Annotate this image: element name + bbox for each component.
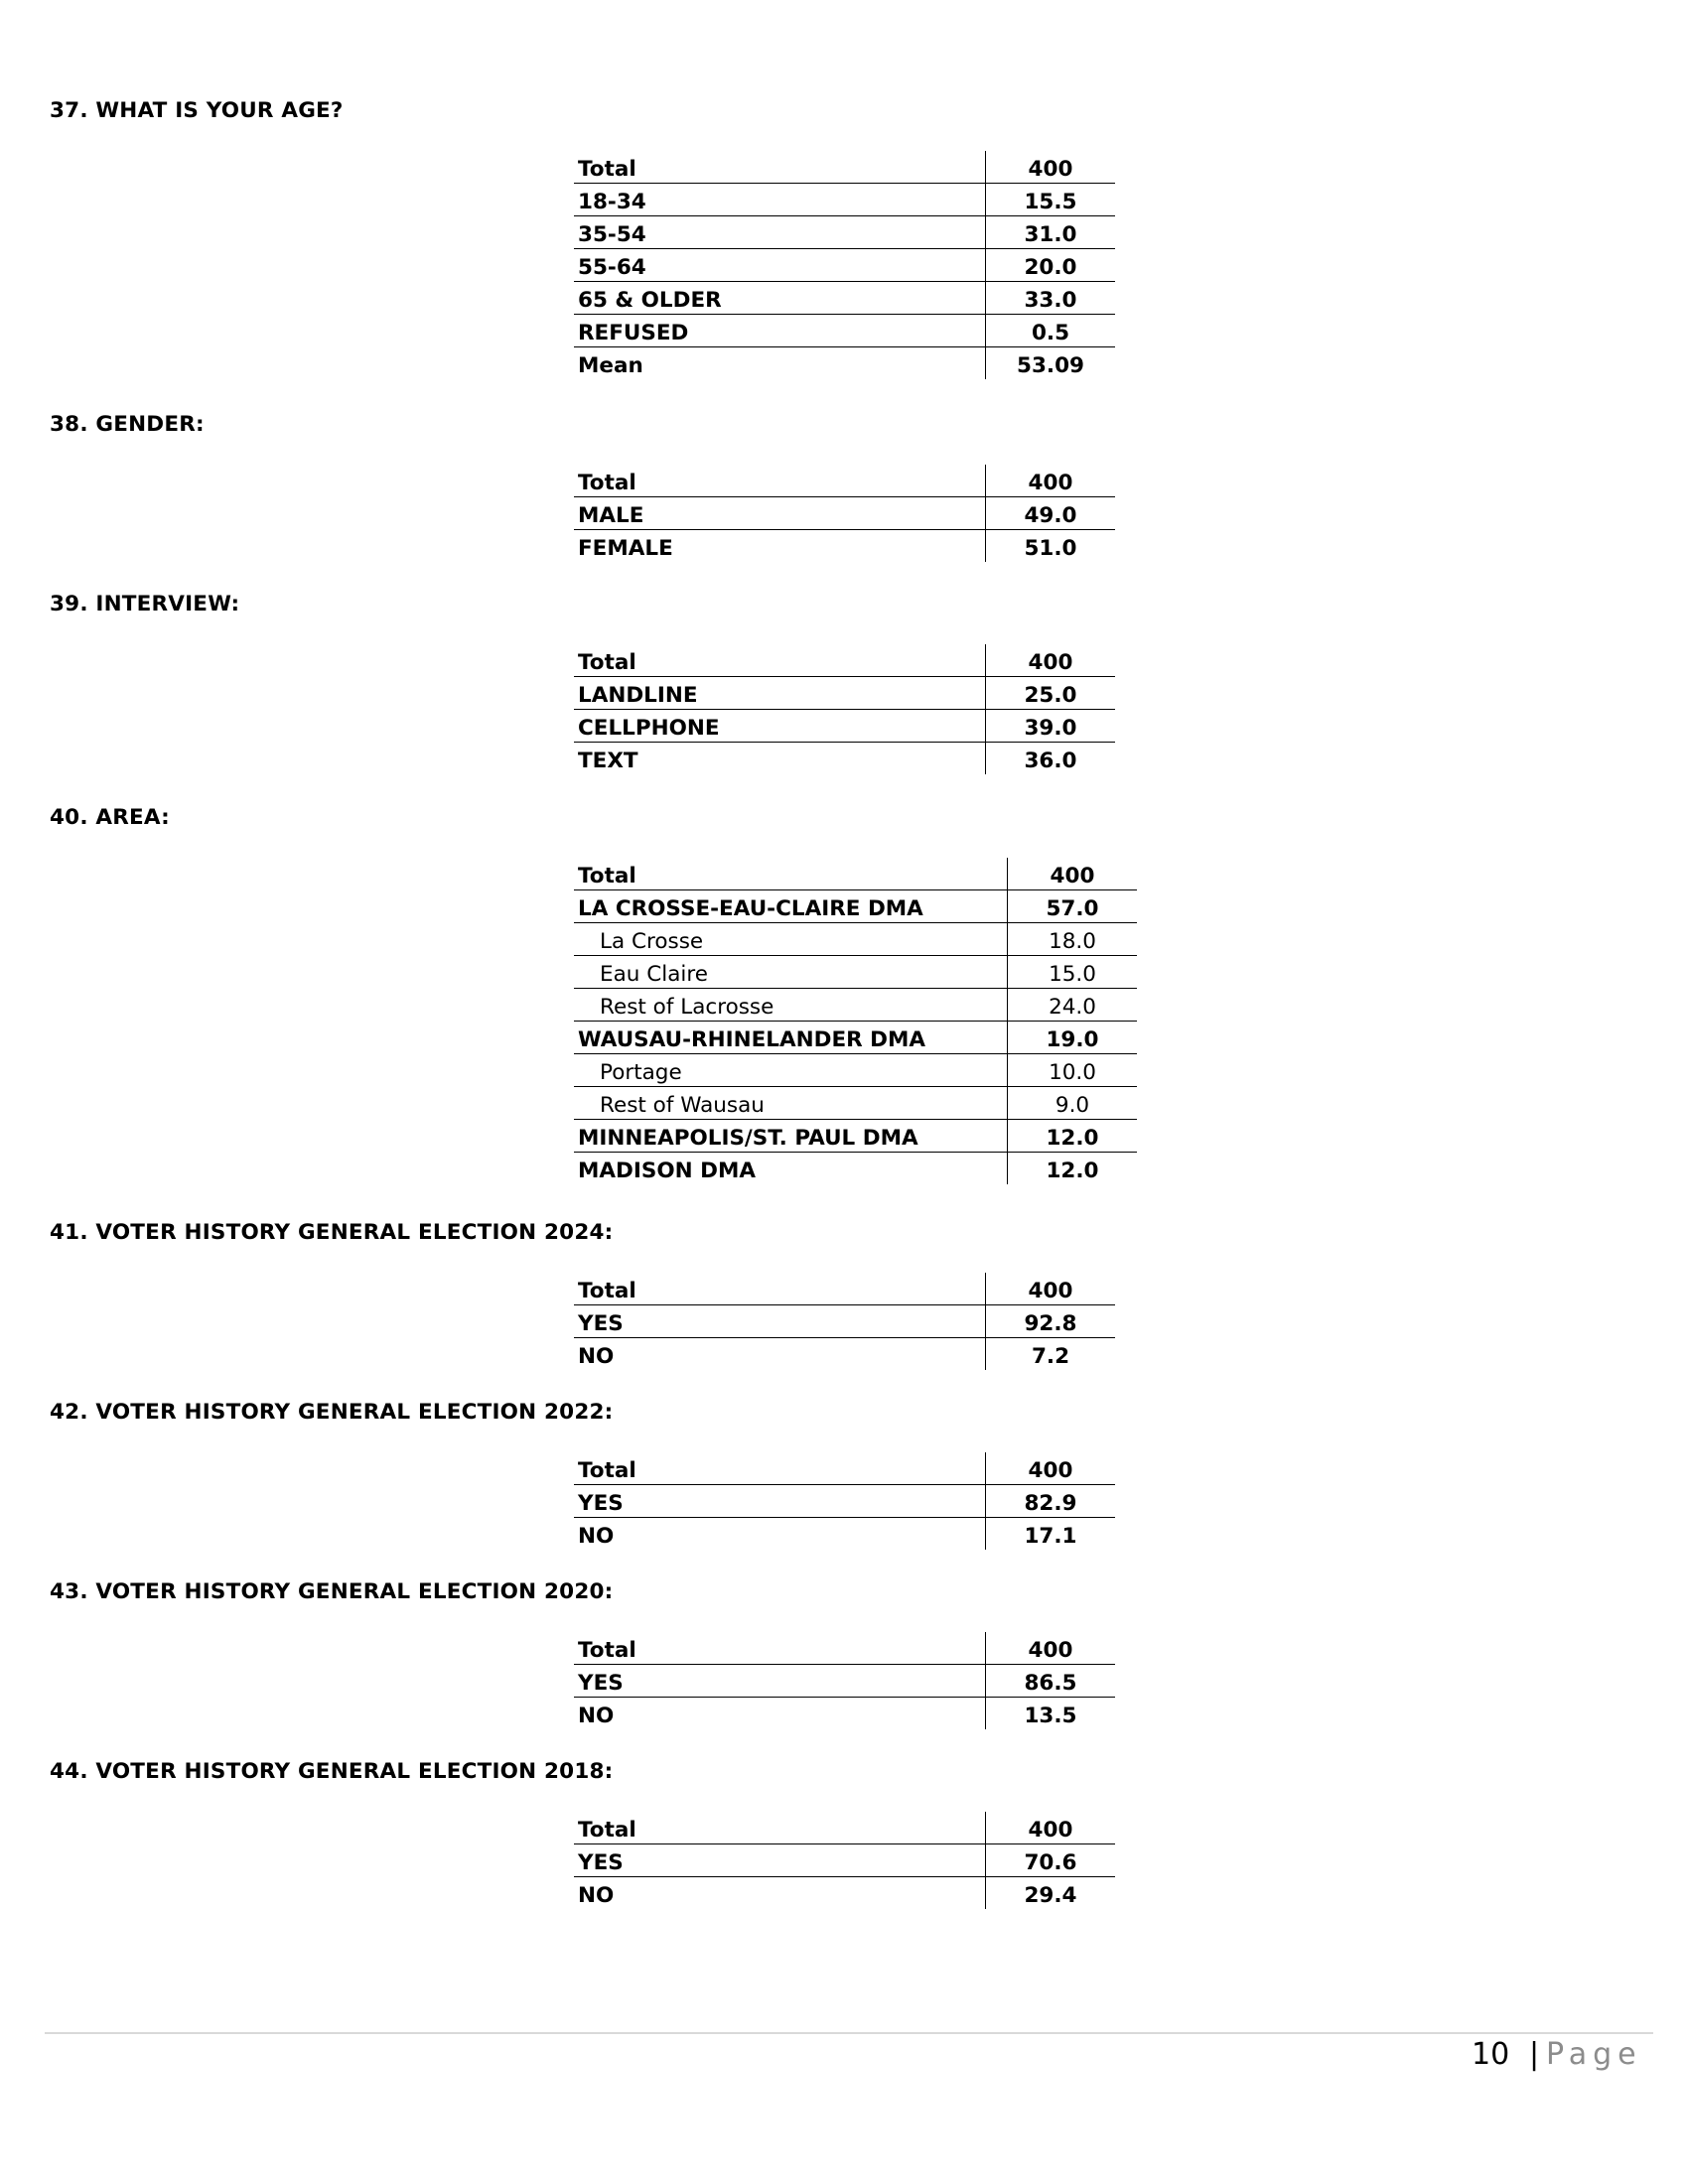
row-value: 400	[986, 644, 1116, 677]
table-row	[574, 956, 1137, 989]
row-label: Total	[574, 1452, 986, 1485]
table-row	[574, 677, 1115, 710]
table-row	[574, 1665, 1115, 1698]
page-separator: |	[1529, 2037, 1540, 2072]
row-label: Rest of Lacrosse	[574, 989, 1008, 1022]
row-value: 17.1	[986, 1518, 1116, 1551]
crosstab-table	[574, 644, 1115, 774]
table-row	[574, 1698, 1115, 1730]
table-row	[574, 347, 1115, 380]
table-row	[574, 1153, 1137, 1185]
question-title: 41. VOTER HISTORY GENERAL ELECTION 2024:	[50, 1220, 614, 1245]
table-row	[574, 743, 1115, 775]
question-title: 44. VOTER HISTORY GENERAL ELECTION 2018:	[50, 1759, 614, 1784]
crosstab-table	[574, 1812, 1115, 1909]
table-row	[574, 1022, 1137, 1054]
question-title: 42. VOTER HISTORY GENERAL ELECTION 2022:	[50, 1400, 614, 1425]
table-row	[574, 1305, 1115, 1338]
question-title: 40. AREA:	[50, 805, 170, 830]
row-label: REFUSED	[574, 315, 986, 347]
footer-divider	[45, 2032, 1653, 2034]
row-label: Eau Claire	[574, 956, 1008, 989]
row-value: 33.0	[986, 282, 1116, 315]
row-label: NO	[578, 1704, 615, 1728]
table-row	[574, 1877, 1115, 1910]
table-row	[574, 151, 1115, 184]
row-value: 7.2	[986, 1338, 1116, 1371]
row-value: 51.0	[986, 530, 1116, 563]
crosstab-table	[574, 1273, 1115, 1370]
row-label: 65 & OLDER	[574, 282, 986, 315]
crosstab-table	[574, 1452, 1115, 1550]
table-row	[574, 1485, 1115, 1518]
table-row	[574, 465, 1115, 497]
row-label: Rest of Wausau	[574, 1087, 1008, 1120]
table-row	[574, 249, 1115, 282]
crosstab-table	[574, 1632, 1115, 1729]
crosstab-table	[574, 858, 1137, 1184]
row-value: 13.5	[986, 1698, 1116, 1730]
table-row	[574, 1087, 1137, 1120]
table-row	[574, 1120, 1137, 1153]
row-value: 49.0	[986, 497, 1116, 530]
table-row	[574, 1632, 1115, 1665]
row-label: TEXT	[578, 749, 638, 773]
row-value: 400	[986, 151, 1116, 184]
row-value: 18.0	[1008, 923, 1138, 956]
question-title: 39. INTERVIEW:	[50, 592, 240, 616]
row-value: 400	[986, 1632, 1116, 1665]
row-value: 31.0	[986, 216, 1116, 249]
row-label: Total	[574, 151, 986, 184]
table-row	[574, 1812, 1115, 1844]
row-label: 35-54	[574, 216, 986, 249]
question-title: 37. WHAT IS YOUR AGE?	[50, 98, 344, 123]
row-value: 39.0	[986, 710, 1116, 743]
page-number: 10	[1472, 2037, 1510, 2072]
table-row	[574, 184, 1115, 216]
row-label: YES	[574, 1665, 986, 1698]
table-row	[574, 1338, 1115, 1371]
question-title: 43. VOTER HISTORY GENERAL ELECTION 2020:	[50, 1579, 614, 1604]
table-row	[574, 1844, 1115, 1877]
row-label: YES	[574, 1485, 986, 1518]
row-value: 92.8	[986, 1305, 1116, 1338]
row-value: 9.0	[1008, 1087, 1138, 1120]
row-label: MADISON DMA	[578, 1159, 757, 1183]
row-label: NO	[578, 1883, 615, 1908]
row-value: 400	[986, 1273, 1116, 1305]
row-value: 400	[986, 1812, 1116, 1844]
row-value: 36.0	[986, 743, 1116, 775]
table-row	[574, 282, 1115, 315]
table-row	[574, 989, 1137, 1022]
table-row	[574, 315, 1115, 347]
row-value: 70.6	[986, 1844, 1116, 1877]
row-label: MINNEAPOLIS/ST. PAUL DMA	[574, 1120, 1008, 1153]
table-row	[574, 858, 1137, 890]
table-row	[574, 497, 1115, 530]
page-label: Page	[1546, 2037, 1642, 2072]
table-row	[574, 923, 1137, 956]
row-label: FEMALE	[578, 536, 673, 561]
row-label: YES	[574, 1844, 986, 1877]
row-value: 86.5	[986, 1665, 1116, 1698]
crosstab-table	[574, 151, 1115, 379]
row-value: 10.0	[1008, 1054, 1138, 1087]
row-value: 20.0	[986, 249, 1116, 282]
row-label: Total	[574, 1812, 986, 1844]
row-label: YES	[574, 1305, 986, 1338]
row-label: La Crosse	[574, 923, 1008, 956]
row-label: Portage	[574, 1054, 1008, 1087]
row-value: 15.0	[1008, 956, 1138, 989]
row-value: 400	[986, 465, 1116, 497]
row-label: 55-64	[574, 249, 986, 282]
row-value: 24.0	[1008, 989, 1138, 1022]
table-row	[574, 1452, 1115, 1485]
table-row	[574, 216, 1115, 249]
row-value: 400	[1008, 858, 1138, 890]
table-row	[574, 1518, 1115, 1551]
row-label: NO	[578, 1524, 615, 1549]
table-row	[574, 644, 1115, 677]
row-label: NO	[578, 1344, 615, 1369]
table-row	[574, 530, 1115, 563]
row-value: 82.9	[986, 1485, 1116, 1518]
row-value: 25.0	[986, 677, 1116, 710]
row-label: CELLPHONE	[574, 710, 986, 743]
row-value: 53.09	[986, 347, 1116, 380]
row-label: 18-34	[574, 184, 986, 216]
row-label: WAUSAU-RHINELANDER DMA	[574, 1022, 1008, 1054]
row-value: 12.0	[1008, 1153, 1138, 1185]
row-value: 12.0	[1008, 1120, 1138, 1153]
row-label: LA CROSSE-EAU-CLAIRE DMA	[574, 890, 1008, 923]
table-row	[574, 1054, 1137, 1087]
row-label: MALE	[574, 497, 986, 530]
row-value: 15.5	[986, 184, 1116, 216]
row-label: LANDLINE	[574, 677, 986, 710]
question-title: 38. GENDER:	[50, 412, 205, 437]
row-value: 0.5	[986, 315, 1116, 347]
row-label: Total	[574, 644, 986, 677]
row-label: Total	[574, 1632, 986, 1665]
table-row	[574, 710, 1115, 743]
row-label: Total	[574, 858, 1008, 890]
table-row	[574, 890, 1137, 923]
row-label: Total	[574, 1273, 986, 1305]
row-label: Total	[574, 465, 986, 497]
row-value: 57.0	[1008, 890, 1138, 923]
row-value: 29.4	[986, 1877, 1116, 1910]
row-value: 19.0	[1008, 1022, 1138, 1054]
table-row	[574, 1273, 1115, 1305]
row-value: 400	[986, 1452, 1116, 1485]
row-label: Mean	[578, 353, 643, 378]
crosstab-table	[574, 465, 1115, 562]
